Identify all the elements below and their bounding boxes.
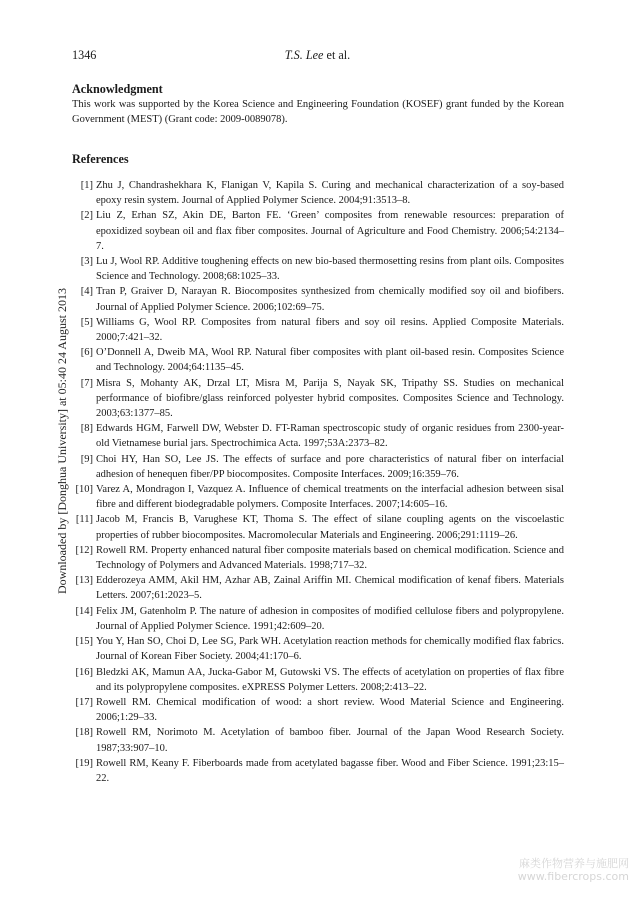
reference-item [72,512,564,542]
reference-text: Choi HY, Han SO, Lee JS. The effects of surface and pore characteristics of natural fiber on interfacial adhesion of henequen fiber/PP biocomposites. Composite Interfaces. 2009;16:359–76. [96,453,564,480]
reference-item [72,421,564,451]
reference-text: Lu J, Wool RP. Additive toughening effects on new bio-based thermosetting resins from plant oils. Composites Science and Technology. 2008;68:1025–33. [96,256,564,283]
reference-number: [8] [80,423,93,435]
page-number: 1346 [72,48,97,62]
reference-number: [17] [75,696,93,708]
reference-item [72,254,564,284]
reference-number: [4] [80,286,93,298]
reference-number: [13] [75,575,93,587]
reference-item [72,573,564,603]
reference-item [72,178,564,208]
reference-text: Misra S, Mohanty AK, Drzal LT, Misra M, Parija S, Nayak SK, Tripathy SS. Studies on mechanical performance of biofibre/glass reinforced polyester hybrid composites. Composites Science and Technology. 2003;63:1377–85. [96,377,564,420]
reference-text: Edwards HGM, Farwell DW, Webster D. FT-Raman spectroscopic study of organic residues from 2300-year-old Vietnamese burial jars. Spectrochimica Acta. 1997;53A:2373–82. [96,423,564,450]
author-names: T.S. Lee [284,48,324,62]
reference-number: [16] [75,666,93,678]
reference-number: [3] [80,256,93,268]
running-head-authors [72,47,563,63]
reference-text: Rowell RM, Norimoto M. Acetylation of bamboo fiber. Journal of the Japan Wood Research Society. 1987;33:907–10. [96,727,564,754]
reference-text: Edderozeya AMM, Akil HM, Azhar AB, Zainal Ariffin MI. Chemical modification of kenaf fibers. Materials Letters. 2007;61:2023–5. [96,575,564,602]
reference-text: Liu Z, Erhan SZ, Akin DE, Barton FE. ‘Green’ composites from renewable resources: preparation of epoxidized soybean oil and flax fiber composites. Journal of Agriculture and Food Chemistry. 2006;54:2134–7. [96,210,564,252]
reference-number: [6] [80,347,93,359]
reference-item [72,756,564,786]
reference-item [72,543,564,573]
reference-number: [9] [80,453,93,465]
reference-item [72,665,564,695]
reference-number: [12] [75,544,93,556]
reference-number: [2] [80,210,93,222]
reference-item [72,725,564,755]
references-heading: References [72,152,129,166]
watermark-site-name: 麻类作物营养与施肥网 [519,857,629,870]
watermark-url: www.fibercrops.com [517,870,629,883]
reference-number: [15] [75,636,93,648]
reference-item [72,452,564,482]
reference-text: Zhu J, Chandrashekhara K, Flanigan V, Kapila S. Curing and mechanical characterization of a soy-based epoxy resin system. Journal of Applied Polymer Science. 2004;91:3513–8. [96,180,564,207]
reference-number: [1] [80,180,93,191]
reference-item [72,695,564,725]
reference-list [72,178,564,786]
reference-text: O’Donnell A, Dweib MA, Wool RP. Natural fiber composites with plant oil-based resin. Composites Science and Technology. 2004;64:1135–45. [96,347,564,374]
reference-text: Rowell RM, Keany F. Fiberboards made from acetylated bagasse fiber. Wood and Fiber Science. 1991;23:15–22. [96,757,564,784]
reference-text: Jacob M, Francis B, Varughese KT, Thoma S. The effect of silane coupling agents on the viscoelastic properties of rubber biocomposites. Macromolecular Materials and Engineering. 2006;291:1119–26. [96,514,564,541]
reference-item [72,376,564,422]
reference-text: Felix JM, Gatenholm P. The nature of adhesion in composites of modified cellulose fibers and polypropylene. Journal of Applied Polymer Science. 1991;42:609–20. [96,605,564,632]
reference-item [72,208,564,254]
download-notice: Downloaded by [Donghua University] at 05:40 24 August 2013 [55,288,69,594]
reference-text: Rowell RM. Property enhanced natural fiber composite materials based on chemical modification. Science and Technology of Polymers and Advanced Materials. 1998;717–32. [96,544,564,572]
site-watermark [518,857,629,883]
reference-number: [5] [80,316,93,328]
reference-text: Bledzki AK, Mamun AA, Jucka-Gabor M, Gutowski VS. The effects of acetylation on properties of flax fibre and its polypropylene composites. eXPRESS Polymer Letters. 2008;2:413–22. [96,666,564,693]
reference-item [72,604,564,634]
reference-item [72,315,564,345]
reference-number: [7] [80,377,93,389]
reference-number: [18] [75,727,93,739]
reference-text: You Y, Han SO, Choi D, Lee SG, Park WH. Acetylation reaction methods for chemically modified flax fabrics. Journal of Korean Fiber Society. 2004;41:170–6. [96,636,564,663]
reference-number: [11] [75,514,93,526]
reference-item [72,482,564,512]
running-head [72,47,563,63]
reference-item [72,345,564,375]
reference-number: [19] [75,757,93,769]
reference-number: [10] [75,484,93,496]
reference-number: [14] [75,605,93,617]
reference-text: Williams G, Wool RP. Composites from natural fibers and soy oil resins. Applied Composite Materials. 2000;7:421–32. [96,316,564,344]
reference-item [72,634,564,664]
et-al: et al. [326,48,351,62]
acknowledgment-heading: Acknowledgment [72,82,163,96]
reference-text: Tran P, Graiver D, Narayan R. Biocomposites synthesized from chemically modified soy oil and biofibers. Journal of Applied Polymer Science. 2006;102:69–75. [96,286,564,313]
acknowledgment-body: This work was supported by the Korea Science and Engineering Foundation (KOSEF) grant funded by the Korean Government (MEST) (Grant code: 2009-0089078). [72,99,564,125]
reference-item [72,284,564,314]
reference-text: Varez A, Mondragon I, Vazquez A. Influence of chemical treatments on the interfacial adhesion between sisal fibre and different biodegradable polymers. Composite Interfaces. 2007;14:605–16. [96,484,564,511]
reference-text: Rowell RM. Chemical modification of wood: a short review. Wood Material Science and Engineering. 2006;1:29–33. [96,696,564,724]
